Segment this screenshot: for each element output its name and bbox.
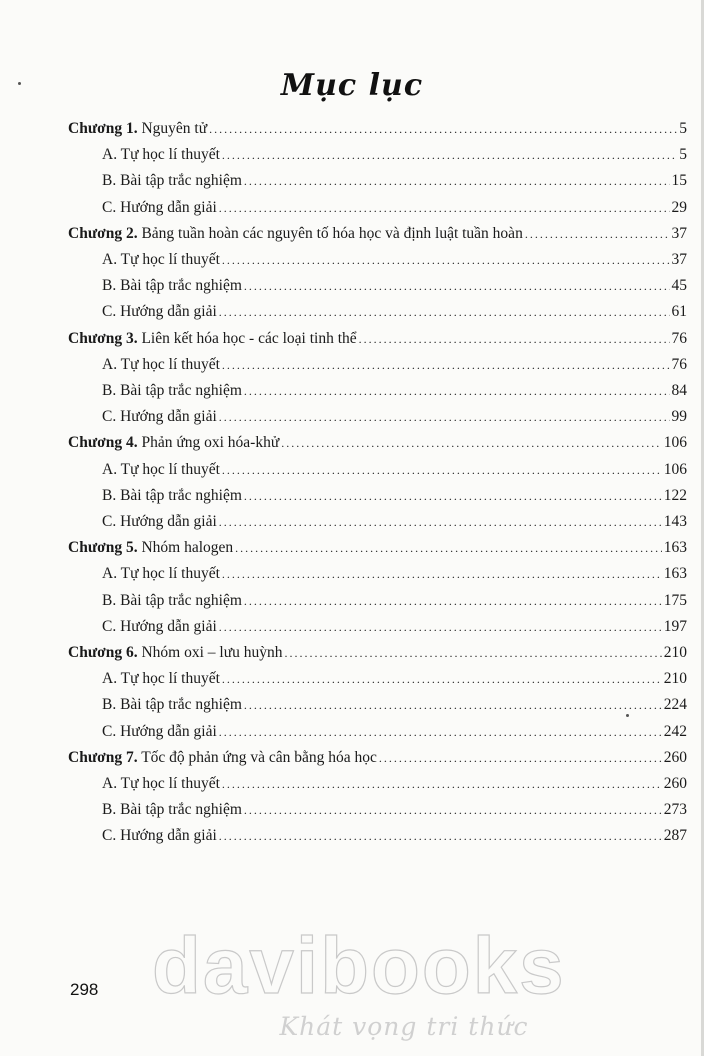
toc-entry-label — [102, 483, 244, 509]
watermark-slogan: Khát vọng tri thức — [279, 1012, 529, 1041]
toc-entry-page: 106 — [663, 460, 687, 478]
dot-leader — [222, 561, 662, 587]
toc-chapter-number: Chương 6. — [68, 644, 138, 661]
dot-leader — [222, 771, 662, 797]
toc-entry-title: Nhóm oxi – lưu huỳnh — [141, 644, 283, 661]
toc-section-entry — [102, 666, 687, 692]
toc-entry-label — [102, 299, 219, 325]
toc-entry-label — [102, 404, 219, 430]
toc-section-entry — [102, 247, 687, 273]
dot-leader — [222, 457, 662, 483]
toc-section-entry — [102, 823, 687, 849]
dot-leader — [235, 535, 662, 561]
dot-leader — [244, 273, 670, 299]
dot-leader — [244, 692, 662, 718]
toc-entry-title: A. Tự học lí thuyết — [102, 146, 220, 164]
dot-leader — [222, 142, 677, 168]
toc-entry-title: A. Tự học lí thuyết — [102, 355, 220, 373]
toc-entry-page: 242 — [663, 722, 687, 740]
toc-entry-label — [102, 273, 244, 299]
toc-section-entry — [102, 457, 687, 483]
toc-entry-page: 143 — [663, 513, 687, 530]
dot-leader — [284, 640, 661, 666]
dot-leader — [244, 168, 670, 194]
dot-leader — [244, 378, 670, 404]
toc-entry-title: C. Hướng dẫn giải — [102, 198, 217, 216]
toc-chapter-entry — [68, 535, 687, 561]
toc-chapter-entry — [68, 430, 687, 456]
dot-leader — [281, 430, 662, 456]
toc-entry-page: 37 — [671, 251, 687, 268]
toc-entry-page: 15 — [671, 172, 687, 190]
toc-section-entry — [102, 614, 687, 640]
toc-entry-label — [102, 352, 222, 378]
toc-chapter-entry — [68, 116, 687, 142]
toc-entry-label — [68, 430, 281, 456]
toc-entry-title: C. Hướng dẫn giải — [102, 722, 217, 740]
toc-entry-label — [68, 640, 284, 666]
toc-entry-label — [102, 195, 219, 221]
toc-entry-page: 210 — [663, 670, 687, 688]
dot-leader — [379, 745, 662, 771]
toc-chapter-entry — [68, 640, 687, 666]
toc-entry-title: A. Tự học lí thuyết — [102, 775, 220, 792]
toc-entry-page: 76 — [671, 355, 687, 373]
toc-chapter-number: Chương 5. — [68, 539, 138, 557]
toc-entry-page: 273 — [663, 801, 687, 819]
toc-entry-page: 76 — [671, 329, 687, 347]
toc-title: Mục lục — [280, 68, 424, 103]
toc-section-entry — [102, 299, 687, 325]
toc-entry-title: Nhóm halogen — [141, 539, 234, 557]
toc-section-entry — [102, 404, 687, 430]
toc-section-entry — [102, 142, 687, 168]
toc-entry-page: 29 — [671, 198, 687, 216]
toc-section-entry — [102, 509, 687, 535]
toc-entry-page: 163 — [663, 539, 687, 557]
toc-section-entry — [102, 378, 687, 404]
toc-entry-page: 122 — [663, 486, 687, 504]
toc-entry-title: C. Hướng dẫn giải — [102, 617, 217, 635]
toc-entry-label — [68, 116, 209, 142]
toc-section-entry — [102, 588, 687, 614]
toc-entry-title: C. Hướng dẫn giải — [102, 303, 217, 321]
toc-section-entry — [102, 719, 687, 745]
toc-entry-label — [68, 326, 359, 352]
toc-entry-title: A. Tự học lí thuyết — [102, 251, 220, 268]
toc-entry-label — [102, 168, 244, 194]
toc-entry-label — [102, 509, 219, 535]
toc-section-entry — [102, 168, 687, 194]
toc-entry-label — [102, 719, 219, 745]
toc-entry-label — [102, 588, 244, 614]
toc-entry-label — [68, 221, 525, 247]
toc-chapter-entry — [68, 745, 687, 771]
toc-entry-label — [68, 745, 379, 771]
dot-leader — [525, 221, 670, 247]
toc-entry-title: A. Tự học lí thuyết — [102, 670, 220, 688]
toc-section-entry — [102, 483, 687, 509]
toc-entry-page: 175 — [663, 591, 687, 609]
toc-entry-title: C. Hướng dẫn giải — [102, 827, 217, 845]
dot-leader — [244, 483, 662, 509]
toc-entry-title: Bảng tuần hoàn các nguyên tố hóa học và định luật tuần hoàn — [141, 224, 523, 242]
toc-entry-page: 61 — [671, 303, 687, 321]
toc-section-entry — [102, 195, 687, 221]
toc-section-entry — [102, 771, 687, 797]
watermark-brand: davibooks — [152, 921, 566, 1010]
toc-entry-page: 106 — [663, 434, 687, 452]
toc-entry-title: Phản ứng oxi hóa-khử — [141, 434, 280, 452]
toc-entry-title: B. Bài tập trắc nghiệm — [102, 696, 242, 714]
toc-entry-page: 224 — [663, 696, 687, 714]
toc-entry-title: C. Hướng dẫn giải — [102, 408, 217, 426]
toc-entry-title: A. Tự học lí thuyết — [102, 565, 220, 583]
toc-entry-label — [102, 561, 222, 587]
toc-chapter-number: Chương 4. — [68, 434, 138, 452]
toc-section-entry — [102, 692, 687, 718]
toc-entry-title: A. Tự học lí thuyết — [102, 460, 220, 478]
dot-leader — [359, 326, 670, 352]
toc-entry-page: 287 — [663, 827, 687, 845]
dot-leader — [222, 247, 670, 273]
toc-chapter-number: Chương 7. — [68, 748, 138, 766]
toc-chapter-number: Chương 1. — [68, 120, 138, 137]
toc-entry-page: 5 — [679, 146, 687, 164]
toc-section-entry — [102, 797, 687, 823]
toc-entry-title: B. Bài tập trắc nghiệm — [102, 277, 242, 295]
toc-entry-label — [102, 797, 244, 823]
dot-leader — [219, 195, 670, 221]
toc-entry-title: Tốc độ phản ứng và cân bằng hóa học — [141, 748, 377, 766]
toc-entry-label — [68, 535, 235, 561]
toc-entry-page: 84 — [671, 382, 687, 399]
toc-entry-title: C. Hướng dẫn giải — [102, 513, 217, 530]
toc-entry-label — [102, 614, 219, 640]
toc-entry-label — [102, 771, 222, 797]
dot-leader — [219, 299, 670, 325]
toc-entry-label — [102, 142, 222, 168]
toc-entry-title: B. Bài tập trắc nghiệm — [102, 382, 242, 399]
dot-leader — [244, 797, 662, 823]
toc-entry-page: 210 — [663, 644, 687, 661]
toc-entry-title: B. Bài tập trắc nghiệm — [102, 591, 242, 609]
toc-entry-page: 260 — [663, 775, 687, 792]
dot-leader — [222, 352, 670, 378]
toc-entry-title: B. Bài tập trắc nghiệm — [102, 172, 242, 190]
dot-leader — [209, 116, 677, 142]
toc-chapter-number: Chương 2. — [68, 224, 138, 242]
toc-entry-label — [102, 247, 222, 273]
toc-entry-title: B. Bài tập trắc nghiệm — [102, 801, 242, 819]
page-number: 298 — [70, 980, 99, 999]
toc-entry-page: 163 — [663, 565, 687, 583]
toc-entry-title: B. Bài tập trắc nghiệm — [102, 486, 242, 504]
toc-entry-page: 45 — [671, 277, 687, 295]
toc-section-entry — [102, 561, 687, 587]
toc-entry-title: Liên kết hóa học - các loại tinh thể — [141, 329, 357, 347]
toc-entry-label — [102, 823, 219, 849]
toc-entry-page: 5 — [679, 120, 687, 137]
dot-leader — [219, 404, 670, 430]
dot-leader — [222, 666, 662, 692]
dot-leader — [219, 614, 662, 640]
dot-leader — [219, 509, 662, 535]
toc-entry-label — [102, 378, 244, 404]
toc-chapter-entry — [68, 326, 687, 352]
toc-entry-page: 99 — [671, 408, 687, 426]
toc-entry-page: 197 — [663, 617, 687, 635]
toc-entry-page: 37 — [671, 224, 687, 242]
toc-chapter-number: Chương 3. — [68, 329, 138, 347]
toc-entry-label — [102, 457, 222, 483]
toc-entry-label — [102, 666, 222, 692]
dot-leader — [244, 588, 662, 614]
toc-entry-title: Nguyên tử — [141, 120, 208, 137]
toc-section-entry — [102, 352, 687, 378]
toc-section-entry — [102, 273, 687, 299]
toc-chapter-entry — [68, 221, 687, 247]
dot-leader — [219, 719, 662, 745]
dot-leader — [219, 823, 662, 849]
toc-entry-label — [102, 692, 244, 718]
toc-entry-page: 260 — [663, 748, 687, 766]
